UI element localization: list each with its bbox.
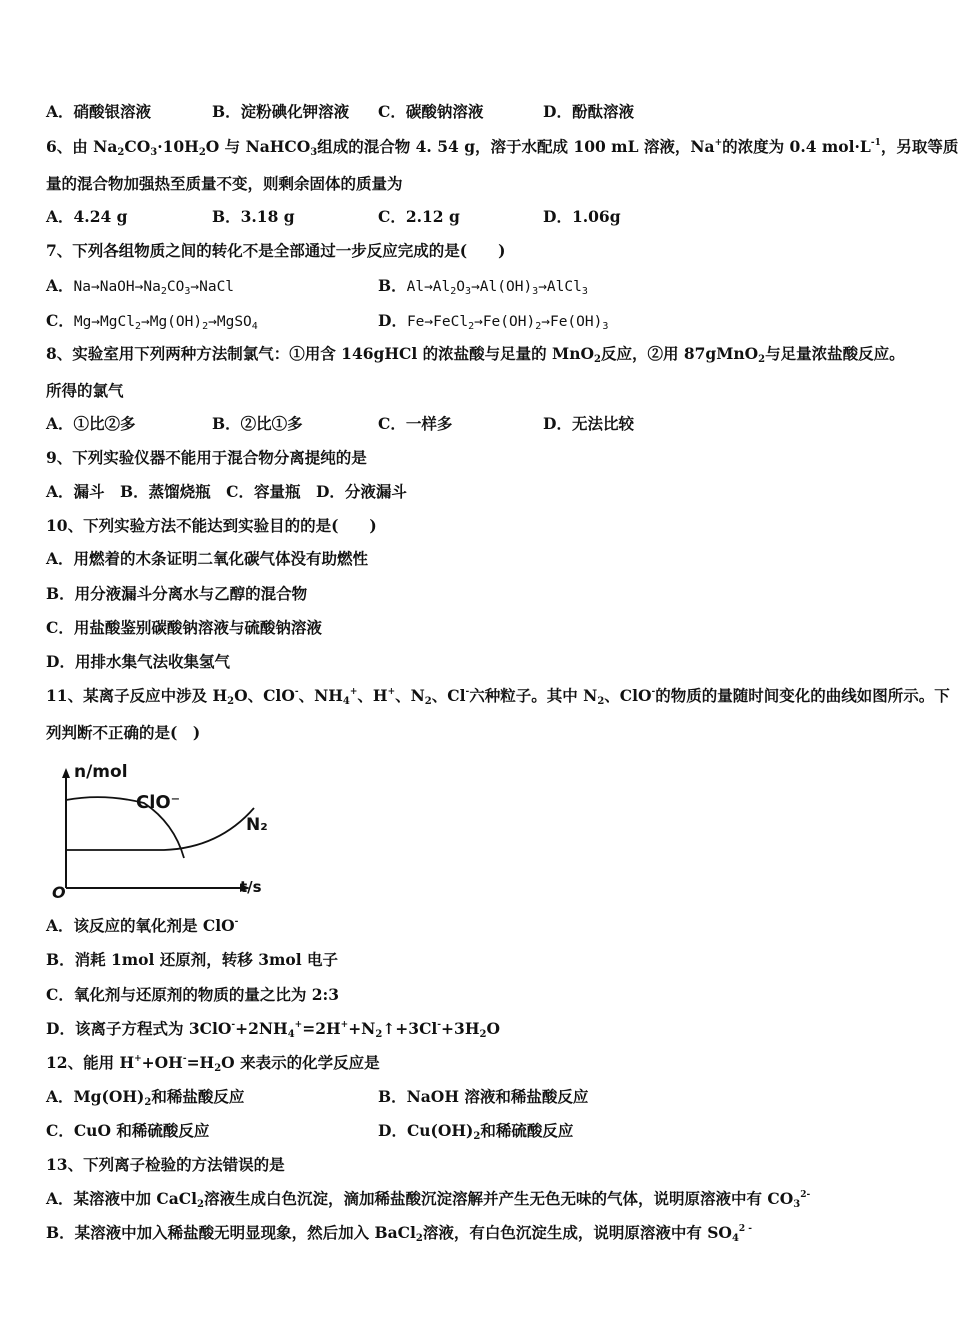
q6-option-b: B．3.18 g [212,207,295,226]
q5-option-b: B．淀粉碘化钾溶液 [212,102,350,121]
q11-option-c: C．氧化剂与还原剂的物质的量之比为 2:3 [46,985,340,1004]
q8-stem-line1: 8、实验室用下列两种方法制氯气：①用含 146gHCl 的浓盐酸与足量的 MnO$_2$反应，②用 87gMnO$_2$与足量浓盐酸反应。 [46,344,905,365]
q11-option-a: A．该反应的氧化剂是 ClO- [46,916,239,935]
q8-stem-line2: 所得的氯气 [46,381,124,400]
q12-option-b: B．NaOH 溶液和稀盐酸反应 [378,1087,589,1106]
q6-stem-line1: 6、由 $Na_2CO_3\cdot 10H_2O$ 与 NaHCO$_3$组成的混合物 4. 54 g，溶于水配成 100 mL 溶液，Na+的浓度为 0.4 $mol\cdot L^{-1}$，另取等质 [46,137,958,158]
graph-ylabel: n/mol [74,762,128,782]
q12-option-d: D．$Cu(OH)_2$和稀硫酸反应 [378,1121,574,1142]
q12-option-c: C．CuO 和稀硫酸反应 [46,1121,210,1140]
graph-y-arrow [62,768,70,778]
q6-option-a: A．4.24 g [46,207,128,226]
graph-xlabel: t/s [240,878,262,896]
q11-option-d: D．该离子方程式为 $3ClO^-+2NH_4^+=2H^++N_2↑+3Cl^-+3H_2O$ [46,1019,500,1040]
q8-option-a: A．①比②多 [46,414,136,433]
q6-stem-line2: 量的混合物加强热至质量不变，则剩余固体的质量为 [46,174,403,193]
q10-option-c: C．用盐酸鉴别碳酸钠溶液与硫酸钠溶液 [46,618,322,637]
q5-option-c: C．碳酸钠溶液 [378,102,484,121]
graph-origin: O [52,883,66,902]
q7-option-b: B．$Al\to Al_2O_3\to Al(OH)_3\to AlCl_3$ [378,276,588,297]
q12-option-a: A．$Mg(OH)_2$和稀盐酸反应 [46,1087,245,1108]
q9-stem: 9、下列实验仪器不能用于混合物分离提纯的是 [46,448,367,467]
q7-option-a: A．$Na\to NaOH\to Na_2CO_3\to NaCl$ [46,276,235,297]
q13-option-b: B．某溶液中加入稀盐酸无明显现象，然后加入 BaCl$_2$溶液，有白色沉淀生成，说明原溶液中有 $SO_4^{2 -}$ [46,1223,753,1244]
q7-option-c: C．$Mg\to MgCl_2\to Mg(OH)_2\to MgSO_4$ [46,311,258,332]
q6-option-c: C．2.12 g [378,207,460,226]
q9-options: A．漏斗 B．蒸馏烧瓶 C．容量瓶 D．分液漏斗 [46,482,407,501]
q10-option-a: A．用燃着的木条证明二氧化碳气体没有助燃性 [46,549,369,568]
q7-stem: 7、下列各组物质之间的转化不是全部通过一步反应完成的是( ) [46,241,506,260]
q8-option-b: B．②比①多 [212,414,303,433]
q10-stem: 10、下列实验方法不能达到实验目的的是( ) [46,516,377,535]
q7-option-d: D．$Fe\to FeCl_2\to Fe(OH)_2\to Fe(OH)_3$ [378,311,609,332]
q13-stem: 13、下列离子检验的方法错误的是 [46,1155,285,1174]
q5-option-a: A．硝酸银溶液 [46,102,152,121]
q10-option-b: B．用分液漏斗分离水与乙醇的混合物 [46,584,308,603]
q6-option-d: D．1.06g [543,207,621,226]
q12-stem: 12、能用 $H^++OH^-=H_2O$ 来表示的化学反应是 [46,1053,380,1074]
q11-stem-line2: 列判断不正确的是( ) [46,723,201,742]
q13-option-a: A．某溶液中加 CaCl$_2$溶液生成白色沉淀，滴加稀盐酸沉淀溶解并产生无色无味的气体，说明原溶液中有 $CO_3^{2-}$ [46,1189,811,1210]
q8-option-c: C．一样多 [378,414,453,433]
q10-option-d: D．用排水集气法收集氢气 [46,652,230,671]
q11-stem-line1: 11、某离子反应中涉及 $H_2O$、ClO-、$NH_4^+$、H+、$N_2$、Cl-六种粒子。其中 $N_2$、ClO-的物质的量随时间变化的曲线如图所示。下 [46,686,950,707]
q5-option-d: D．酚酞溶液 [543,102,634,121]
q11-option-b: B．消耗 1mol 还原剂，转移 3mol 电子 [46,950,339,969]
q8-option-d: D．无法比较 [543,414,634,433]
graph-n2-label: N₂ [246,815,268,835]
graph-clo-label: ClO⁻ [136,792,181,813]
graph-n2-curve [66,808,254,850]
q11-graph [44,758,284,903]
